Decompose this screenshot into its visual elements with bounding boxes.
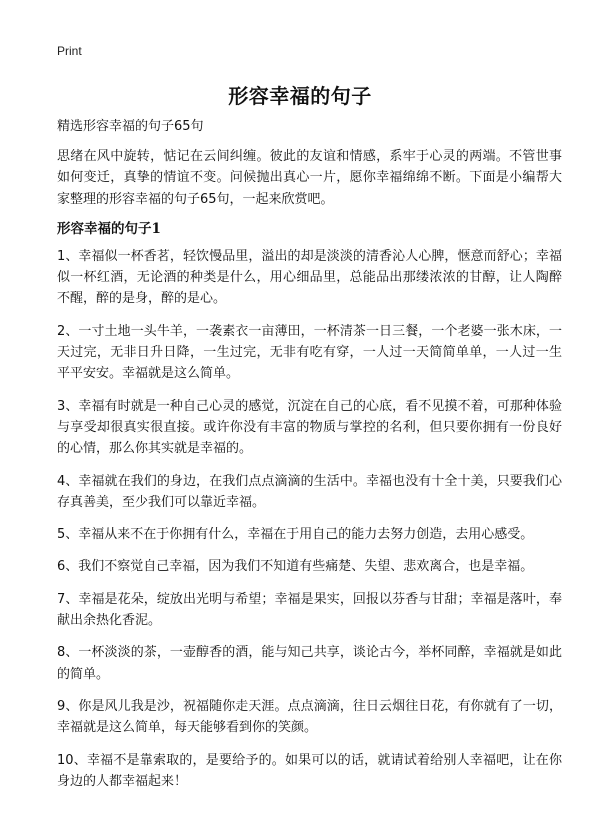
list-item: 8、一杯淡淡的茶，一壶醇香的酒，能与知己共享，谈论古今，举杯同醉，幸福就是如此的简单。	[57, 645, 562, 682]
section-heading: 形容幸福的句子1	[57, 220, 161, 237]
page-title: 形容幸福的句子	[228, 84, 372, 108]
list-item: 3、幸福有时就是一种自己心灵的感觉，沉淀在自己的心底，看不见摸不着，可那种体验与享受却很真实很直接。或许你没有丰富的物质与掌控的名利，但只要你拥有一份良好的心情，那么你其实就是幸福的。	[57, 398, 562, 457]
list-item: 4、幸福就在我们的身边，在我们点点滴滴的生活中。幸福也没有十全十美，只要我们心存真善美，至少我们可以靠近幸福。	[57, 473, 562, 510]
subtitle: 精选形容幸福的句子65句	[57, 119, 204, 134]
article-body	[57, 116, 562, 803]
list-item: 10、幸福不是靠索取的，是要给予的。如果可以的话，就请试着给别人幸福吧，让在你身边的人都幸福起来！	[57, 752, 562, 789]
list-item: 2、一寸土地一头牛羊，一袭素衣一亩薄田，一杯清茶一日三餐，一个老婆一张木床，一天过完，无非日升日降，一生过完，无非有吃有穿，一人过一天简简单单，一人过一生平平安安。幸福就是这么简单。	[57, 323, 562, 382]
list-item: 6、我们不察觉自己幸福，因为我们不知道有些痛楚、失望、悲欢离合，也是幸福。	[57, 559, 534, 575]
list-item: 7、幸福是花朵，绽放出光明与希望；幸福是果实，回报以芬香与甘甜；幸福是落叶，奉献出余热化香泥。	[57, 591, 562, 629]
list-item: 5、幸福从来不在于你拥有什么，幸福在于用自己的能力去努力创造，去用心感受。	[57, 527, 534, 543]
print-link[interactable]: Print	[57, 44, 82, 58]
list-item: 9、你是风儿我是沙，祝福随你走天涯。点点滴滴，往日云烟往日花，有你就有了一切，幸福就是这么简单，每天能够看到你的笑颜。	[57, 698, 562, 736]
list-item: 1、幸福似一杯香茗，轻饮慢品里，溢出的却是淡淡的清香沁人心脾，惬意而舒心；幸福似一杯红酒，无论酒的种类是什么，用心细品里，总能品出那缕浓浓的甘醇，让人陶醉不醒，醉的是身，醉的是心。	[57, 248, 562, 307]
intro-paragraph: 思绪在风中旋转，惦记在云间纠缠。彼此的友谊和情感，系牢于心灵的两端。不管世事如何变迁，真挚的情谊不变。问候抛出真心一片，愿你幸福绵绵不断。下面是小编帮大家整理的形容幸福的句子65句，一起来欣赏吧。	[57, 149, 562, 207]
